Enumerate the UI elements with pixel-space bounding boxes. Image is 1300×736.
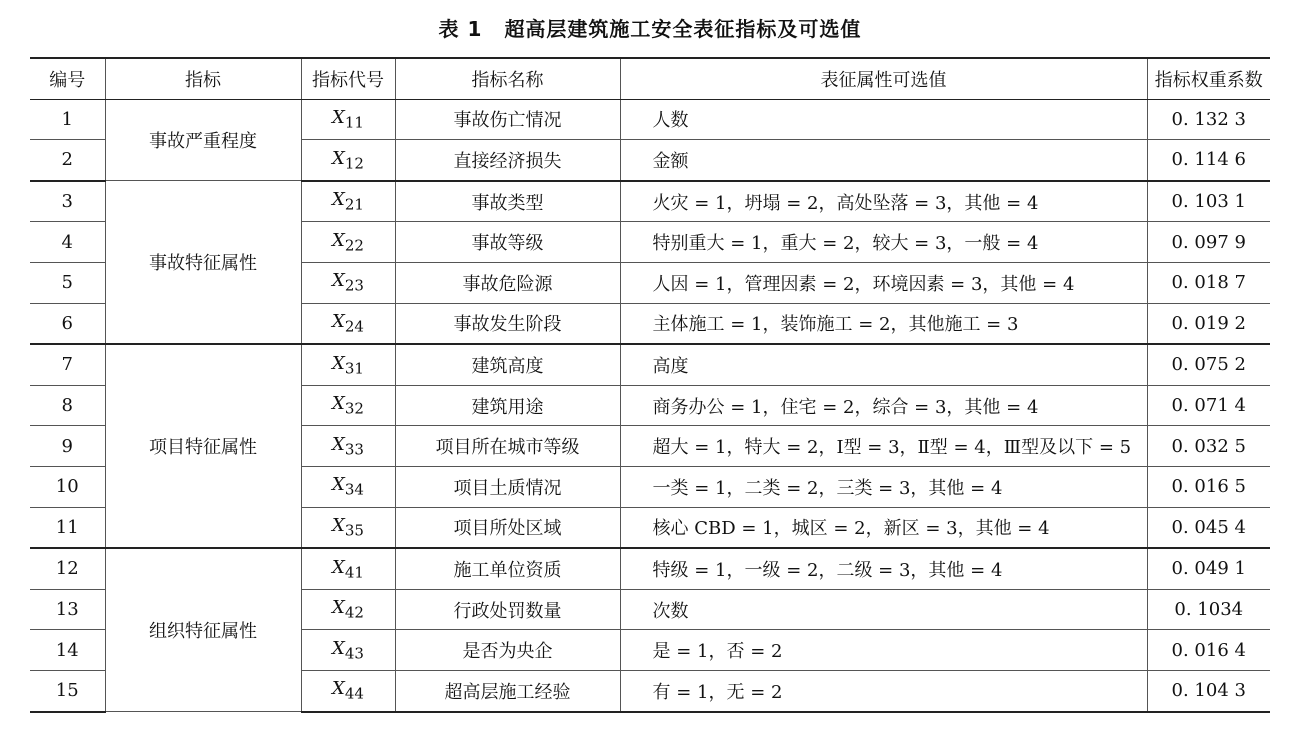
table-number: 表 1 [438, 17, 483, 41]
cell-weight: 0. 075 2 [1147, 344, 1270, 385]
cell-weight: 0. 016 5 [1147, 466, 1270, 507]
cell-num: 7 [30, 344, 105, 385]
cell-weight: 0. 019 2 [1147, 303, 1270, 344]
cell-values: 是 = 1，否 = 2 [620, 630, 1147, 671]
cell-code [301, 140, 395, 181]
cell-name: 行政处罚数量 [395, 589, 620, 630]
cell-group-indicator: 项目特征属性 [105, 344, 301, 548]
cell-weight: 0. 104 3 [1147, 670, 1270, 711]
code-letter: X [332, 311, 345, 333]
code-subscript: 23 [344, 277, 364, 296]
cell-code [301, 670, 395, 711]
code-subscript: 44 [344, 685, 364, 703]
code-subscript: 42 [344, 603, 364, 622]
header-name: 指标名称 [395, 58, 620, 99]
table-caption [0, 14, 1300, 44]
cell-name: 项目所在城市等级 [395, 426, 620, 467]
table-row [30, 344, 1270, 385]
header-num: 编号 [30, 58, 105, 99]
code-subscript: 34 [344, 481, 364, 500]
cell-values: 特级 = 1，一级 = 2，二级 = 3，其他 = 4 [620, 548, 1147, 589]
code-letter: X [332, 556, 345, 578]
cell-group-indicator: 事故严重程度 [105, 99, 301, 181]
cell-name: 事故发生阶段 [395, 303, 620, 344]
cell-num: 14 [30, 630, 105, 671]
cell-values: 超大 = 1，特大 = 2，Ⅰ型 = 3，Ⅱ型 = 4，Ⅲ型及以下 = 5 [620, 426, 1147, 467]
cell-code [301, 181, 395, 222]
cell-code [301, 99, 395, 140]
cell-code [301, 262, 395, 303]
cell-group-indicator: 事故特征属性 [105, 181, 301, 344]
cell-code [301, 630, 395, 671]
cell-num: 15 [30, 670, 105, 711]
header-indicator: 指标 [105, 58, 301, 99]
code-letter: X [332, 147, 345, 169]
cell-name: 事故伤亡情况 [395, 99, 620, 140]
header-values: 表征属性可选值 [620, 58, 1147, 99]
cell-weight: 0. 114 6 [1147, 140, 1270, 181]
cell-num: 2 [30, 140, 105, 181]
code-letter: X [332, 352, 345, 374]
cell-num: 1 [30, 99, 105, 140]
cell-group-indicator: 组织特征属性 [105, 548, 301, 711]
cell-name: 事故等级 [395, 222, 620, 263]
indicator-table [30, 57, 1270, 713]
code-letter: X [332, 270, 345, 292]
code-letter: X [332, 515, 345, 537]
cell-values: 一类 = 1，二类 = 2，三类 = 3，其他 = 4 [620, 466, 1147, 507]
code-letter: X [332, 393, 345, 415]
table-row [30, 181, 1270, 222]
table-title: 超高层建筑施工安全表征指标及可选值 [504, 17, 862, 41]
cell-name: 事故类型 [395, 181, 620, 222]
cell-code [301, 466, 395, 507]
cell-values: 人因 = 1，管理因素 = 2，环境因素 = 3，其他 = 4 [620, 262, 1147, 303]
cell-num: 4 [30, 222, 105, 263]
cell-name: 超高层施工经验 [395, 670, 620, 711]
code-letter: X [332, 107, 345, 129]
code-subscript: 21 [344, 195, 364, 214]
cell-name: 项目所处区域 [395, 507, 620, 548]
cell-values: 次数 [620, 589, 1147, 630]
cell-values: 核心 CBD = 1，城区 = 2，新区 = 3，其他 = 4 [620, 507, 1147, 548]
cell-weight: 0. 018 7 [1147, 262, 1270, 303]
cell-values: 人数 [620, 99, 1147, 140]
cell-values: 特别重大 = 1，重大 = 2，较大 = 3，一般 = 4 [620, 222, 1147, 263]
code-letter: X [332, 189, 345, 211]
cell-name: 建筑用途 [395, 385, 620, 426]
cell-name: 项目土质情况 [395, 466, 620, 507]
code-letter: X [332, 229, 345, 251]
cell-code [301, 426, 395, 467]
code-subscript: 32 [344, 399, 364, 418]
header-weight: 指标权重系数 [1147, 58, 1270, 99]
cell-weight: 0. 049 1 [1147, 548, 1270, 589]
cell-num: 10 [30, 466, 105, 507]
cell-weight: 0. 097 9 [1147, 222, 1270, 263]
cell-num: 12 [30, 548, 105, 589]
table-row [30, 99, 1270, 140]
cell-num: 5 [30, 262, 105, 303]
cell-values: 金额 [620, 140, 1147, 181]
code-letter: X [332, 597, 345, 619]
cell-weight: 0. 132 3 [1147, 99, 1270, 140]
cell-weight: 0. 1034 [1147, 589, 1270, 630]
cell-weight: 0. 032 5 [1147, 426, 1270, 467]
cell-weight: 0. 016 4 [1147, 630, 1270, 671]
cell-name: 直接经济损失 [395, 140, 620, 181]
code-subscript: 12 [344, 154, 364, 173]
code-subscript: 11 [344, 113, 364, 132]
cell-code [301, 589, 395, 630]
cell-weight: 0. 071 4 [1147, 385, 1270, 426]
cell-num: 9 [30, 426, 105, 467]
table-row [30, 548, 1270, 589]
code-letter: X [332, 433, 345, 455]
cell-code [301, 344, 395, 385]
code-subscript: 35 [344, 521, 364, 540]
code-letter: X [332, 637, 345, 659]
cell-name: 是否为央企 [395, 630, 620, 671]
cell-values: 主体施工 = 1，装饰施工 = 2，其他施工 = 3 [620, 303, 1147, 344]
cell-num: 13 [30, 589, 105, 630]
header-code: 指标代号 [301, 58, 395, 99]
cell-values: 高度 [620, 344, 1147, 385]
code-subscript: 41 [344, 563, 364, 582]
cell-weight: 0. 045 4 [1147, 507, 1270, 548]
cell-num: 8 [30, 385, 105, 426]
cell-name: 施工单位资质 [395, 548, 620, 589]
header-row [30, 58, 1270, 99]
code-subscript: 31 [344, 359, 364, 378]
cell-num: 11 [30, 507, 105, 548]
cell-code [301, 548, 395, 589]
cell-values: 有 = 1，无 = 2 [620, 670, 1147, 711]
code-letter: X [332, 678, 345, 700]
cell-num: 3 [30, 181, 105, 222]
cell-num: 6 [30, 303, 105, 344]
cell-weight: 0. 103 1 [1147, 181, 1270, 222]
cell-code [301, 222, 395, 263]
cell-name: 建筑高度 [395, 344, 620, 385]
code-subscript: 24 [344, 317, 364, 336]
code-subscript: 22 [344, 236, 364, 255]
cell-values: 火灾 = 1，坍塌 = 2，高处坠落 = 3，其他 = 4 [620, 181, 1147, 222]
cell-values: 商务办公 = 1，住宅 = 2，综合 = 3，其他 = 4 [620, 385, 1147, 426]
cell-code [301, 385, 395, 426]
cell-code [301, 507, 395, 548]
code-subscript: 33 [344, 440, 364, 459]
cell-name: 事故危险源 [395, 262, 620, 303]
code-letter: X [332, 474, 345, 496]
cell-code [301, 303, 395, 344]
code-subscript: 43 [344, 644, 364, 663]
